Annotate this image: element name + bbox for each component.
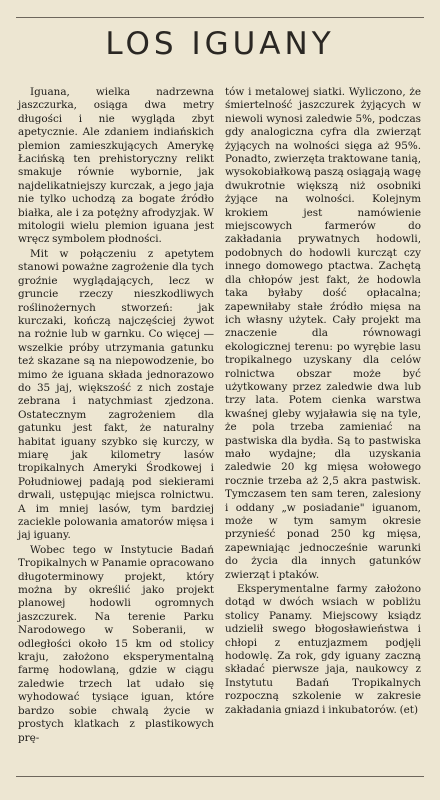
paragraph-3: Wobec tego w Instytucie Badań Tropikalnych w Panamie opracowano długoterminowy projekt, który można by określić jako projekt planowej hodowli ogromnych jaszczurek. Na terenie Parku Narodowego w Soberanii, w odległości około 15 km od stolicy kraju, założono eksperymentalną farmę hodowlaną, gdzie w ciągu zaledwie trzech lat udało się wyhodować tysiące iguan, które bardzo sobie chwalą życie w prostych klatkach z plastikowych prę-: [18, 543, 214, 744]
left-column: [18, 86, 214, 746]
paragraph-5: Eksperymentalne farmy założono dotąd w dwóch wsiach w pobliżu stolicy Panamy. Miejscowy ksiądz udzielił swego błogosławieństwa i chłopi z entuzjazmem podjęli hodowlę. Za rok, gdy iguany zaczną składać pierwsze jaja, naukowcy z Instytutu Badań Tropikalnych rozpoczną szkolenie w zakresie zakładania gniazd i inkubatorów. (et): [225, 583, 421, 716]
article-title: LOS IGUANY: [105, 26, 335, 62]
top-rule: [16, 17, 424, 18]
paragraph-2: Mit w połączeniu z apetytem stanowi poważne zagrożenie dla tych groźnie wyglądających, lecz w gruncie rzeczy nieszkodliwych roślinożernych stworzeń: jak kurczaki, kończą najczęściej żywot na rożnie lub w garnku. Co więcej — wszelkie próby utrzymania gatunku też skazane są na niepowodzenie, bo mimo że iguana składa jednorazowo do 35 jaj, większość z nich zostaje zebrana i natychmiast zjedzona. Ostatecznym zagrożeniem dla gatunku jest fakt, że naturalny habitat iguany szybko się kurczy, w miarę jak kilometry lasów tropikalnych Ameryki Środkowej i Południowej padają pod siekierami drwali, ustępując miejsca rolnictwu. A im mniej lasów, tym bardziej zaciekle polowania amatorów mięsa i jaj iguany.: [18, 247, 214, 542]
bottom-rule: [16, 776, 424, 777]
right-column: [225, 86, 421, 718]
paragraph-4: tów i metalowej siatki. Wyliczono, że śmiertelność jaszczurek żyjących w niewoli wynosi zaledwie 5%, podczas gdy analogiczna cyfra dla zwierząt żyjących na wolności sięga aż 95%. Ponadto, zwierzęta traktowane tanią, wysokobiałkową paszą osiągają wagę dwukrotnie większą niż osobniki żyjące na wolności. Kolejnym krokiem jest namówienie miejscowych farmerów do zakładania prywatnych hodowli, podobnych do hodowli kurcząt czy innego domowego ptactwa. Zachętą dla chłopów jest fakt, że hodowla taka byłaby dość opłacalna; zapewniłaby stałe źródło mięsa na ich własny użytek. Cały projekt ma znaczenie dla równowagi ekologicznej terenu: po wyrębie lasu tropikalnego uzyskany dla celów rolnictwa obszar może być użytkowany przez zaledwie dwa lub trzy lata. Potem cienka warstwa kwaśnej gleby wyjaławia się na tyle, że pola trzeba zamieniać na pastwiska dla bydła. Są to pastwiska mało wydajne; dla uzyskania zaledwie 20 kg mięsa wołowego rocznie trzeba aż 2,5 akra pastwisk. Tymczasem ten sam teren, zalesiony i oddany „w posiadanie" iguanom, może w tym samym okresie przynieść ponad 250 kg mięsa, zapewniając jednocześnie warunki do życia dla innych gatunków zwierząt i ptaków.: [225, 86, 421, 581]
paragraph-1: Iguana, wielka nadrzewna jaszczurka, osiąga dwa metry długości i nie wygląda zbyt apetycznie. Ale zdaniem indiańskich plemion zamieszkujących Amerykę Łacińską ten prehistoryczny relikt smakuje równie wybornie, jak najdelikatniejszy kurczak, a jego jaja nie tylko uchodzą za bogate źródło białka, ale i za potężny afrodyzjak. W mitologii wielu plemion iguana jest wręcz symbolem płodności.: [18, 86, 214, 246]
